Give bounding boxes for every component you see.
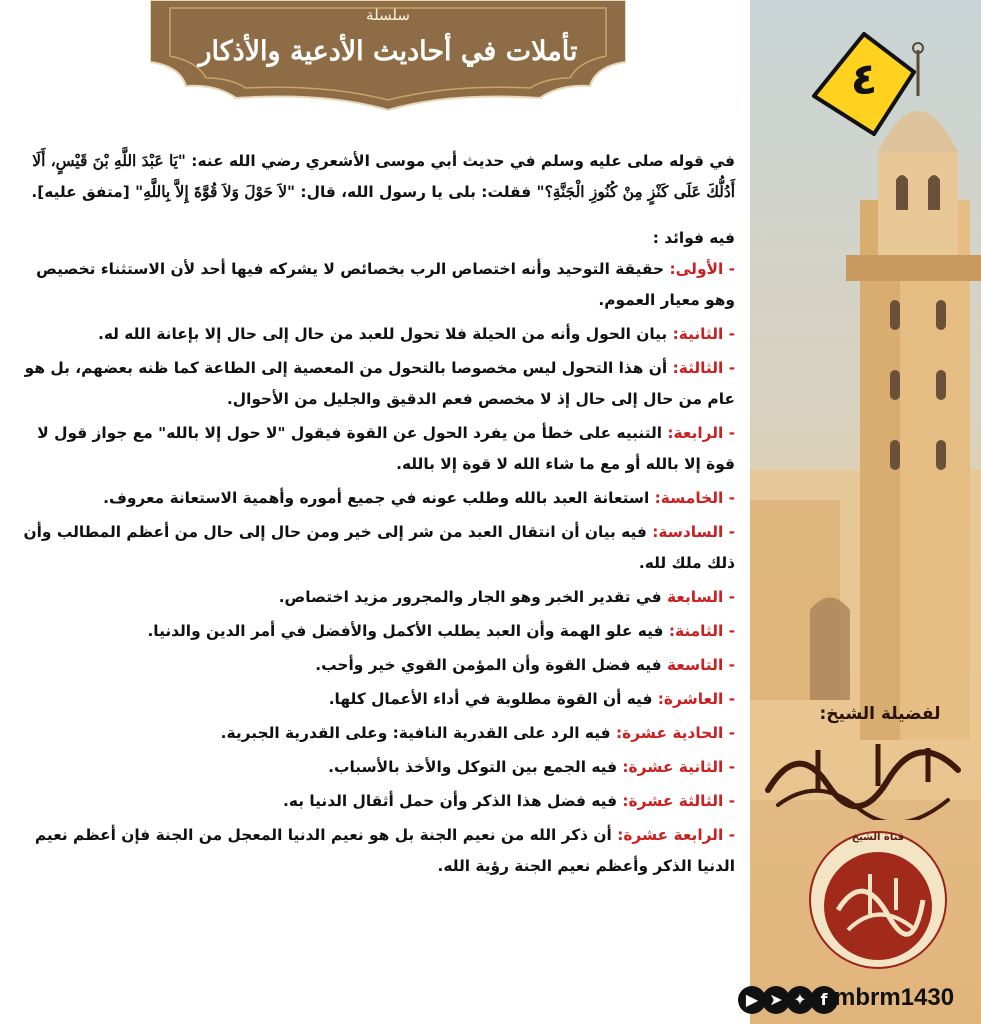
benefit-key: - الثالثة: bbox=[672, 359, 735, 377]
hadith-quote-1: "يَا عَبْدَ اللَّهِ بْنَ قَيْسٍ، أَلَا أَدُلُّكَ عَلَى كَنْزٍ مِنْ كُنُوزِ الْجَنَّةِ؟" bbox=[32, 152, 735, 201]
benefit-text: استعانة العبد بالله وطلب عونه في جميع أموره وأهمية الاستعانة معروف. bbox=[103, 489, 655, 507]
benefit-item bbox=[10, 650, 735, 681]
benefit-item bbox=[10, 752, 735, 783]
benefit-text: أن ذكر الله من نعيم الجنة بل هو نعيم الدنيا المعجل من الجنة فإن أعظم نعيم الدنيا الذكر وأعظم نعيم الجنة رؤية الله. bbox=[34, 826, 735, 875]
benefit-text: فيه بيان أن انتقال العبد من شر إلى خير ومن حال إلى حال من أعظم المطالب وأن ذلك ملك لله. bbox=[23, 523, 735, 572]
benefit-key: - الثانية: bbox=[672, 325, 735, 343]
benefit-key: - الخامسة: bbox=[654, 489, 735, 507]
episode-badge bbox=[812, 32, 916, 136]
benefit-key: - التاسعة bbox=[666, 656, 735, 674]
benefit-item bbox=[10, 616, 735, 647]
telegram-icon[interactable]: ➤ bbox=[762, 986, 790, 1014]
benefit-key: - الثانية عشرة: bbox=[622, 758, 735, 776]
hadith-paragraph bbox=[10, 146, 735, 208]
benefit-text: فيه الجمع بين التوكل والأخذ بالأسباب. bbox=[328, 758, 623, 776]
benefit-item bbox=[10, 353, 735, 415]
hadith-source: [متفق عليه]. bbox=[31, 183, 136, 201]
benefit-text: في تقدير الخبر وهو الجار والمجرور مزيد اختصاص. bbox=[278, 588, 667, 606]
benefit-item bbox=[10, 418, 735, 480]
benefit-text: التنبيه على خطأ من يفرد الحول عن القوة فيقول "لا حول إلا بالله" مع جواز قول لا قوة إلا بالله أو مع ما شاء الله لا قوة إلا بالله. bbox=[37, 424, 735, 473]
hadith-lead: في قوله صلى عليه وسلم في حديث أبي موسى الأشعري رضي الله عنه: bbox=[185, 152, 735, 170]
benefit-item bbox=[10, 582, 735, 613]
benefit-key: - الثالثة عشرة: bbox=[622, 792, 735, 810]
series-title: تأملات في أحاديث الأدعية والأذكار bbox=[198, 36, 578, 67]
benefit-text: فيه الرد على القدرية النافية: وعلى القدرية الجبرية. bbox=[220, 724, 616, 742]
benefit-text: فيه أن القوة مطلوبة في أداء الأعمال كلها. bbox=[328, 690, 658, 708]
benefit-text: أن هذا التحول ليس مخصوصا بالتحول من المعصية إلى الطاعة كما ظنه بعضهم، بل هو عام من حال إلى حال إذ لا مخصص فعم الدقيق والجليل من الأحوال. bbox=[24, 359, 735, 408]
benefit-item bbox=[10, 684, 735, 715]
benefit-key: - العاشرة: bbox=[657, 690, 735, 708]
benefit-item bbox=[10, 786, 735, 817]
twitter-icon[interactable]: ✦ bbox=[786, 986, 814, 1014]
social-handle[interactable]: mbrm1430 bbox=[834, 984, 955, 1011]
benefit-text: حقيقة التوحيد وأنه اختصاص الرب بخصائص لا يشركه فيها أحد لأن الاستثناء تخصيص وهو معيار العموم. bbox=[36, 260, 735, 309]
benefit-text: فيه فضل القوة وأن المؤمن القوي خير وأحب. bbox=[315, 656, 667, 674]
calligraphy-strokes bbox=[758, 730, 980, 820]
benefit-key: - السابعة bbox=[666, 588, 735, 606]
hadith-quote-2: "لاَ حَوْلَ وَلاَ قُوَّةَ إِلاَّ بِاللَّهِ" bbox=[135, 183, 296, 201]
benefit-item bbox=[10, 254, 735, 316]
benefit-text: فيه فضل هذا الذكر وأن حمل أثقال الدنيا به. bbox=[283, 792, 623, 810]
benefit-text: بيان الحول وأنه من الحيلة فلا تحول للعبد من حال إلى حال إلا بإعانة الله له. bbox=[97, 325, 673, 343]
facebook-icon[interactable]: f bbox=[810, 986, 838, 1014]
benefit-item bbox=[10, 517, 735, 579]
series-label: سلسلة bbox=[366, 6, 410, 24]
benefit-item bbox=[10, 820, 735, 882]
social-bar bbox=[732, 984, 977, 1018]
benefit-item bbox=[10, 483, 735, 514]
benefits-heading: فيه فوائد : bbox=[652, 229, 735, 247]
channel-seal bbox=[808, 830, 948, 970]
benefit-key: - الرابعة: bbox=[667, 424, 735, 442]
author-calligraphy bbox=[758, 730, 980, 820]
episode-number: ٤ bbox=[850, 54, 878, 105]
benefit-item bbox=[10, 718, 735, 749]
hadith-middle: فقلت: بلى يا رسول الله، قال: bbox=[295, 183, 537, 201]
sheikh-label: لفضيلة الشيخ: bbox=[819, 704, 941, 724]
benefit-key: - الأولى: bbox=[669, 260, 735, 278]
benefit-key: - الرابعة عشرة: bbox=[617, 826, 735, 844]
seal-caption: قناة الشيخ bbox=[851, 832, 905, 843]
benefit-item bbox=[10, 319, 735, 350]
article bbox=[10, 146, 735, 885]
benefit-text: فيه علو الهمة وأن العبد يطلب الأكمل والأفضل في أمر الدين والدنيا. bbox=[147, 622, 669, 640]
youtube-icon[interactable]: ▶ bbox=[738, 986, 766, 1014]
benefit-key: - السادسة: bbox=[652, 523, 735, 541]
benefit-key: - الثامنة: bbox=[668, 622, 735, 640]
seal-circle bbox=[808, 830, 948, 970]
header-banner bbox=[150, 0, 626, 112]
benefit-key: - الحادية عشرة: bbox=[615, 724, 735, 742]
